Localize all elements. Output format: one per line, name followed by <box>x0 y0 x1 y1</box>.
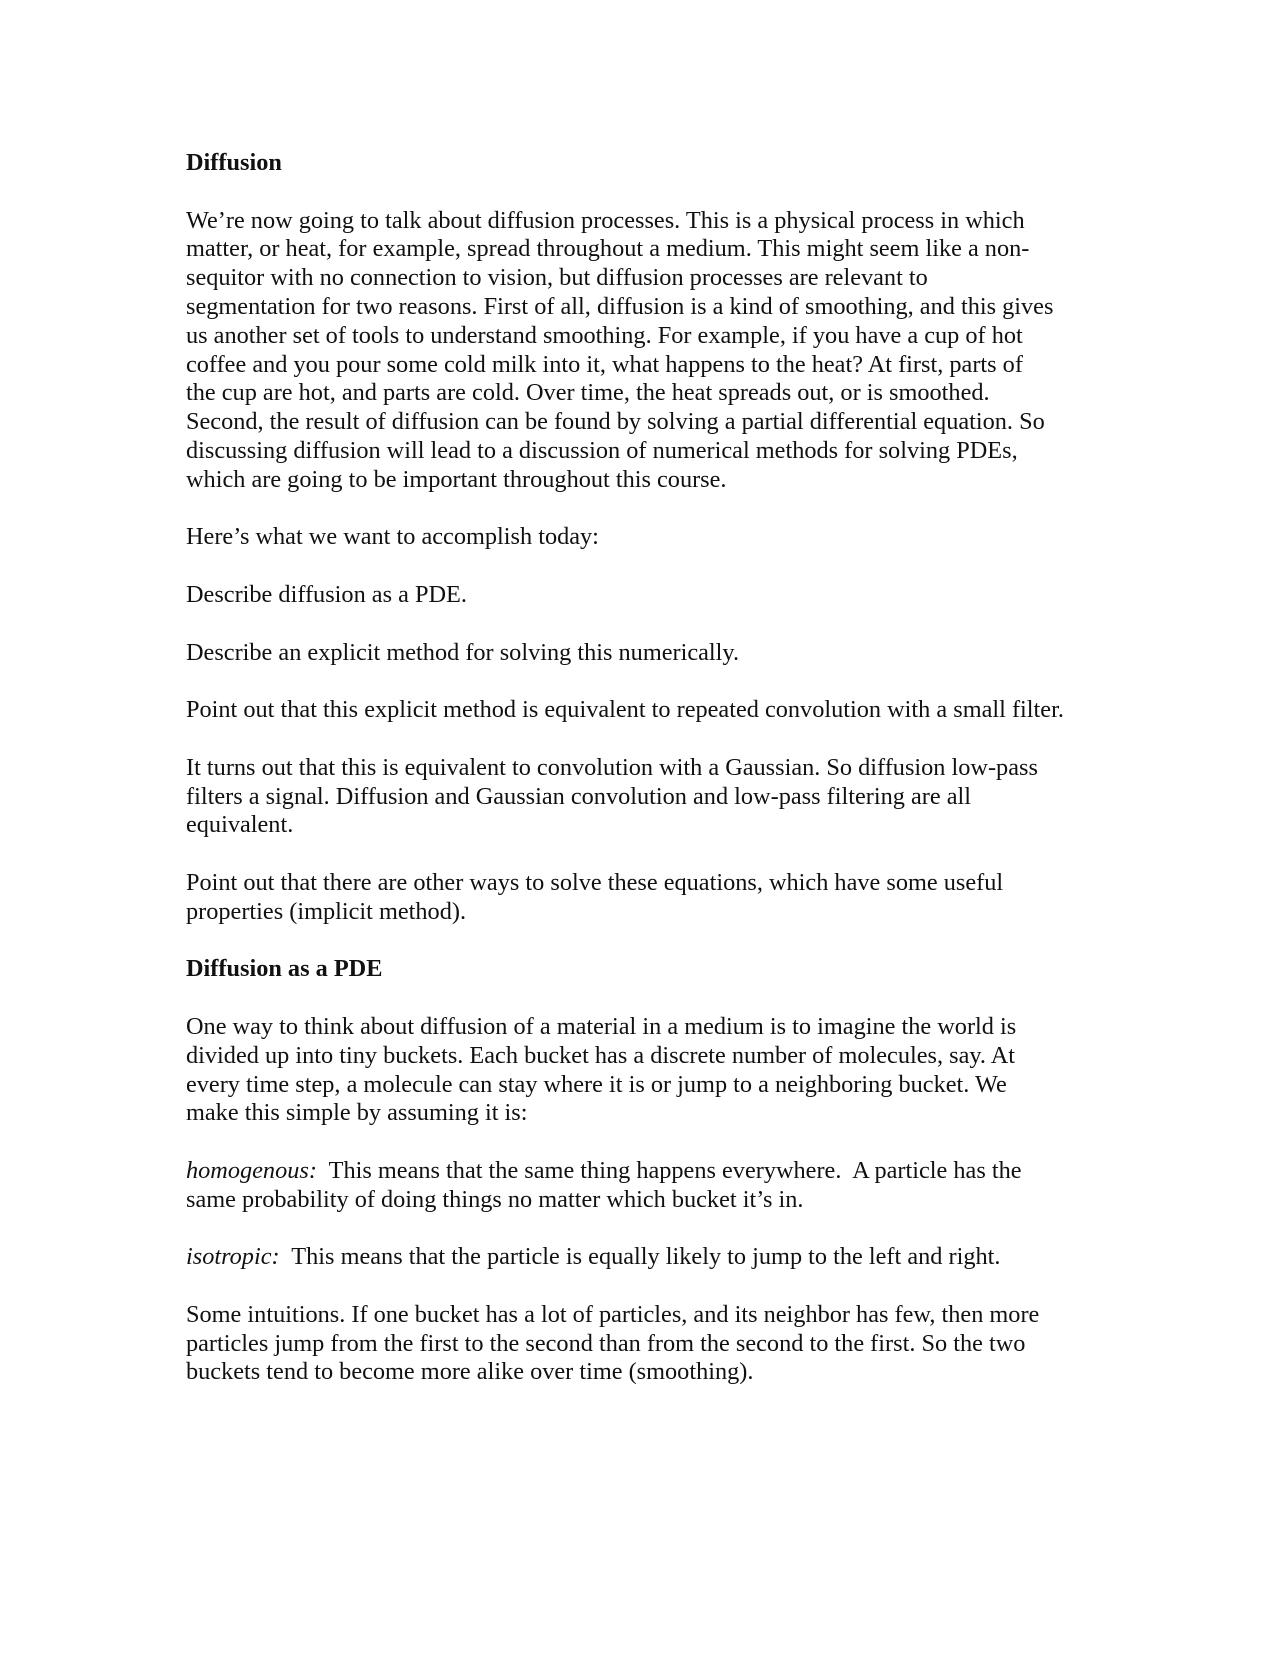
goal-item-4 <box>186 754 1106 840</box>
spacer <box>186 1128 1106 1157</box>
spacer <box>186 610 1106 639</box>
text-line: particles jump from the first to the second than from the second to the first. So the two <box>186 1329 1026 1357</box>
text-line: Describe diffusion as a PDE. <box>186 580 467 608</box>
text-line: same probability of doing things no matter which bucket it’s in. <box>186 1185 804 1213</box>
text-line: buckets tend to become more alike over time (smoothing). <box>186 1358 754 1386</box>
goal-item-1 <box>186 581 1106 610</box>
homogenous-definition <box>186 1157 1106 1215</box>
intro-paragraph <box>186 207 1106 495</box>
goal-item-3 <box>186 696 1106 725</box>
text-line: sequitor with no connection to vision, but diffusion processes are relevant to <box>186 264 928 292</box>
term-isotropic: isotropic: <box>186 1243 280 1271</box>
spacer <box>186 667 1106 696</box>
text-line: filters a signal. Diffusion and Gaussian convolution and low-pass filtering are all <box>186 782 971 810</box>
definition-text: This means that the same thing happens everywhere. A particle has the <box>316 1156 1022 1184</box>
text-line: every time step, a molecule can stay where it is or jump to a neighboring bucket. We <box>186 1070 1007 1098</box>
text-line: Describe an explicit method for solving this numerically. <box>186 638 740 666</box>
spacer <box>186 984 1106 1013</box>
text-line: divided up into tiny buckets. Each bucket has a discrete number of molecules, say. At <box>186 1041 1016 1069</box>
text-line: We’re now going to talk about diffusion processes. This is a physical process in which <box>186 206 1025 234</box>
isotropic-definition <box>186 1243 1106 1272</box>
text-line: properties (implicit method). <box>186 897 467 925</box>
text-line: It turns out that this is equivalent to convolution with a Gaussian. So diffusion low-pass <box>186 753 1038 781</box>
spacer <box>186 927 1106 956</box>
goal-item-5 <box>186 869 1106 927</box>
text-line <box>186 1243 1106 1272</box>
term-homogenous: homogenous: <box>186 1156 317 1184</box>
intuitions-paragraph <box>186 1301 1106 1387</box>
text-line: equivalent. <box>186 811 294 839</box>
spacer <box>186 495 1106 524</box>
text-line: Point out that there are other ways to solve these equations, which have some useful <box>186 868 1004 896</box>
text-line: matter, or heat, for example, spread throughout a medium. This might seem like a non- <box>186 235 1030 263</box>
text-line: coffee and you pour some cold milk into it, what happens to the heat? At first, parts of <box>186 350 1023 378</box>
text-line: us another set of tools to understand smoothing. For example, if you have a cup of hot <box>186 321 1023 349</box>
text-line: Point out that this explicit method is equivalent to repeated convolution with a small filter. <box>186 696 1064 724</box>
definition-text: This means that the particle is equally likely to jump to the left and right. <box>279 1243 1001 1271</box>
text-line: discussing diffusion will lead to a discussion of numerical methods for solving PDEs, <box>186 436 1018 464</box>
text-line: Second, the result of diffusion can be found by solving a partial differential equation. So <box>186 408 1045 436</box>
goals-intro <box>186 523 1106 552</box>
document-page <box>186 149 1106 1387</box>
text-line: make this simple by assuming it is: <box>186 1099 528 1127</box>
text-line: the cup are hot, and parts are cold. Over time, the heat spreads out, or is smoothed. <box>186 379 990 407</box>
text-line: Some intuitions. If one bucket has a lot of particles, and its neighbor has few, then more <box>186 1300 1040 1328</box>
section-heading-diffusion: Diffusion <box>186 149 282 176</box>
text-line: Here’s what we want to accomplish today: <box>186 523 599 551</box>
text-line: One way to think about diffusion of a material in a medium is to imagine the world is <box>186 1012 1017 1040</box>
section-heading-diffusion-as-pde: Diffusion as a PDE <box>186 955 383 983</box>
spacer <box>186 552 1106 581</box>
spacer <box>186 178 1106 207</box>
buckets-paragraph <box>186 1013 1106 1128</box>
goal-item-2 <box>186 639 1106 668</box>
spacer <box>186 725 1106 754</box>
text-line: which are going to be important throughout this course. <box>186 465 727 493</box>
spacer <box>186 1272 1106 1301</box>
text-line <box>186 1157 1106 1186</box>
spacer <box>186 840 1106 869</box>
spacer <box>186 1214 1106 1243</box>
text-line: segmentation for two reasons. First of all, diffusion is a kind of smoothing, and this gives <box>186 292 1054 320</box>
